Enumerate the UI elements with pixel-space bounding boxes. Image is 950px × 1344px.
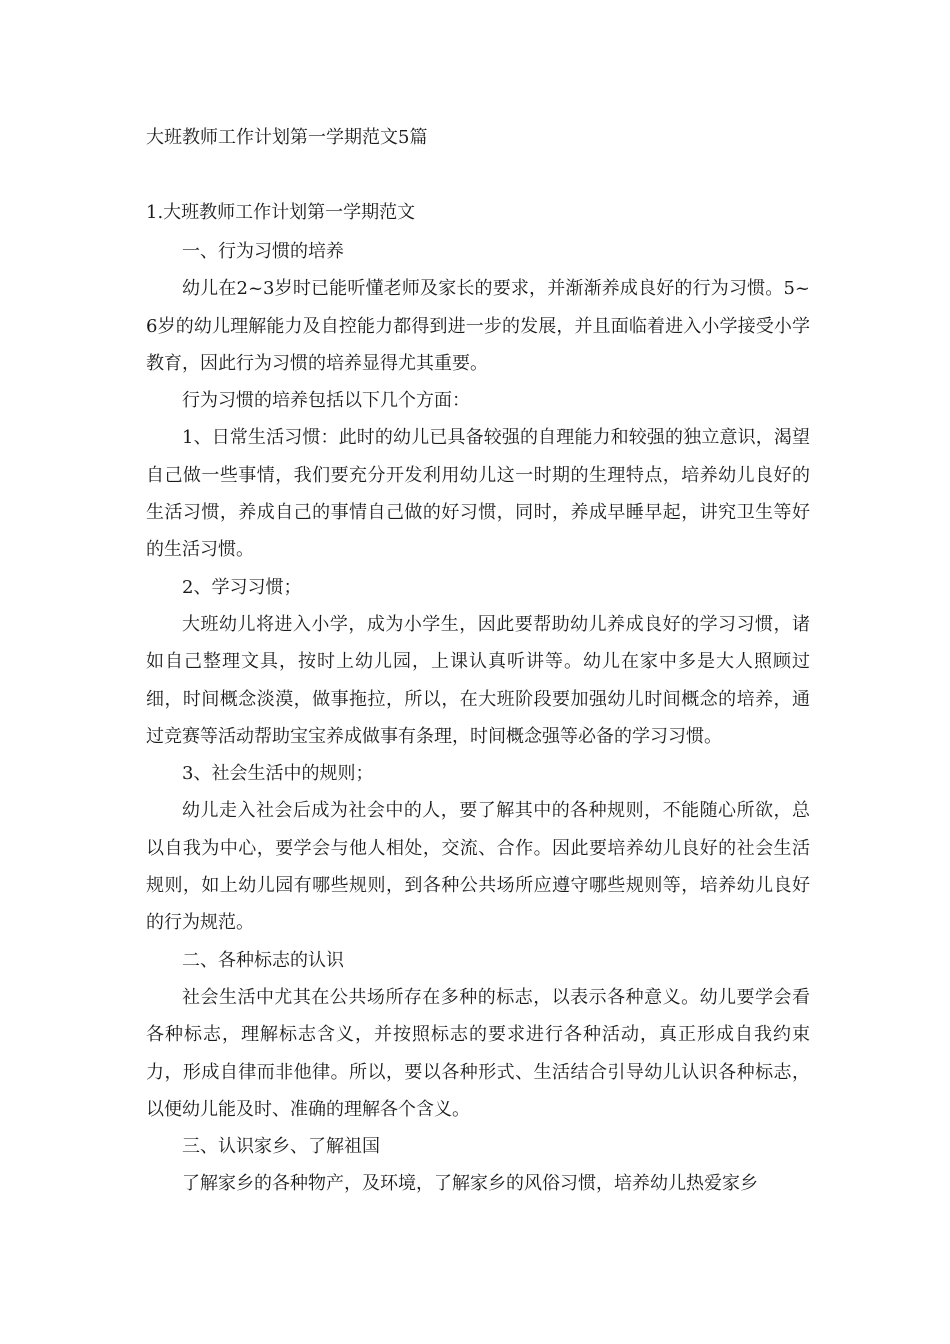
- paragraph: 幼儿在2~3岁时已能听懂老师及家长的要求，并渐渐养成良好的行为习惯。5~6岁的幼儿理解能力及自控能力都得到进一步的发展，并且面临着进入小学接受小学教育，因此行为习惯的培养显得尤其重要。: [146, 278, 810, 374]
- heading-signs: 二、各种标志的认识: [182, 949, 344, 971]
- subheading-social-rules: 3、社会生活中的规则；: [182, 763, 374, 785]
- paragraph: 社会生活中尤其在公共场所存在多种的标志，以表示各种意义。幼儿要学会看各种标志，理解标志含义，并按照标志的要求进行各种活动，真正形成自我约束力，形成自律而非他律。所以，要以各种形式、生活结合引导幼儿认识各种标志，以便幼儿能及时、准确的理解各个含义。: [146, 986, 810, 1120]
- section-title: 1.大班教师工作计划第一学期范文: [146, 202, 416, 223]
- paragraph: 1、日常生活习惯：此时的幼儿已具备较强的自理能力和较强的独立意识，渴望自己做一些事情，我们要充分开发利用幼儿这一时期的生理特点，培养幼儿良好的生活习惯，养成自己的事情自己做的好习惯，同时，养成早睡早起，讲究卫生等好的生活习惯。: [146, 427, 810, 561]
- heading-behavior-habits: 一、行为习惯的培养: [182, 241, 344, 262]
- paragraph: 了解家乡的各种物产，及环境，了解家乡的风俗习惯，培养幼儿热爱家乡: [182, 1173, 758, 1195]
- document-body: [146, 233, 810, 1203]
- document-title: 大班教师工作计划第一学期范文5篇: [146, 127, 428, 148]
- paragraph: 幼儿走入社会后成为社会中的人，要了解其中的各种规则，不能随心所欲，总以自我为中心，要学会与他人相处，交流、合作。因此要培养幼儿良好的社会生活规则，如上幼儿园有哪些规则，到各种公共场所应遵守哪些规则等，培养幼儿良好的行为规范。: [146, 800, 810, 934]
- paragraph: 大班幼儿将进入小学，成为小学生，因此要帮助幼儿养成良好的学习习惯，诸如自己整理文具，按时上幼儿园，上课认真听讲等。幼儿在家中多是大人照顾过细，时间概念淡漠，做事拖拉，所以，在大班阶段要加强幼儿时间概念的培养，通过竞赛等活动帮助宝宝养成做事有条理，时间概念强等必备的学习习惯。: [146, 613, 810, 747]
- subheading-study-habits: 2、学习习惯；: [182, 576, 302, 598]
- paragraph: 行为习惯的培养包括以下几个方面：: [182, 390, 470, 412]
- heading-hometown: 三、认识家乡、了解祖国: [182, 1136, 380, 1158]
